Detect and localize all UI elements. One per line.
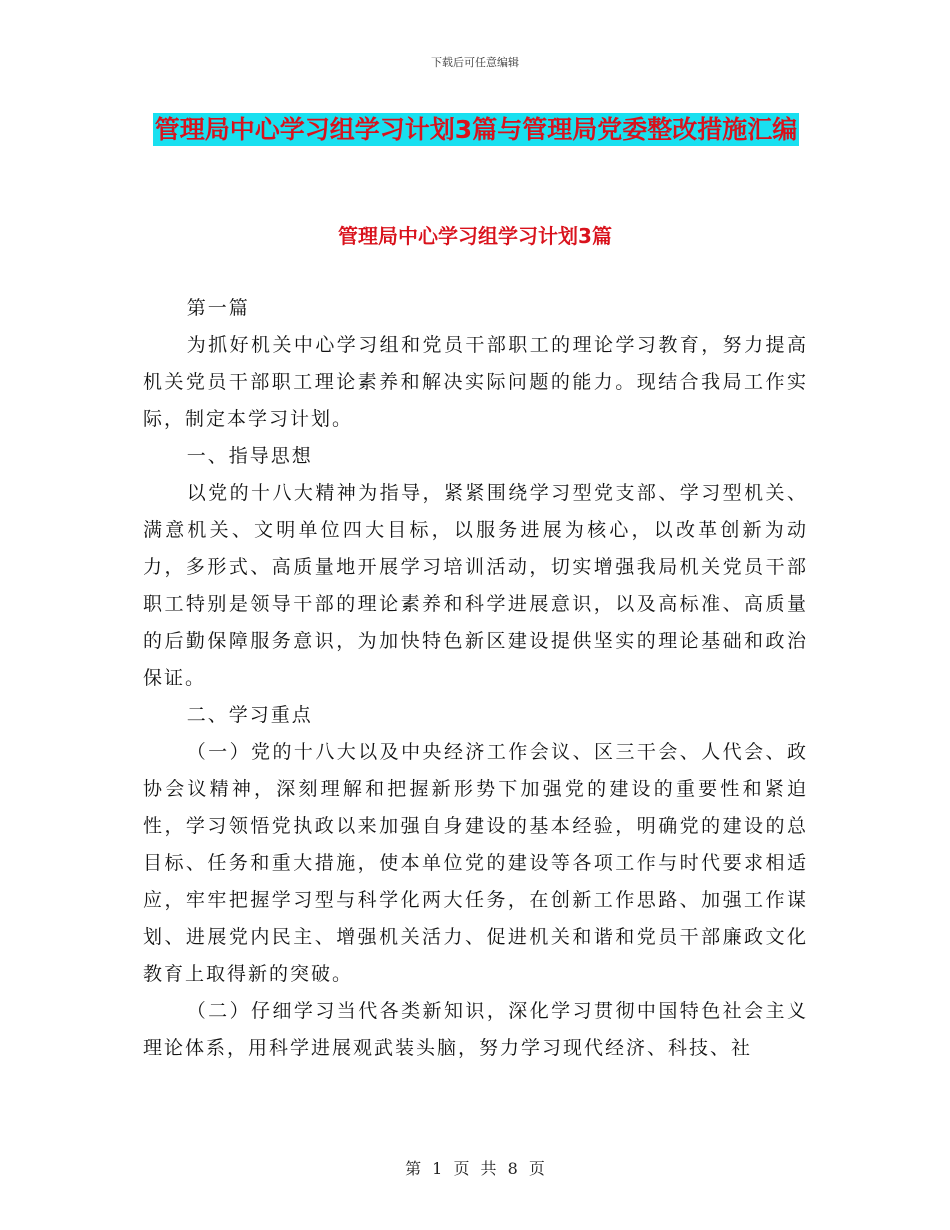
header-note: 下载后可任意编辑	[431, 56, 519, 69]
document-title	[140, 104, 812, 156]
paragraph: 第一篇	[186, 297, 250, 319]
body-text	[143, 290, 808, 1067]
section-title: 管理局中心学习组学习计划3篇	[338, 224, 612, 248]
paragraph: 以党的十八大精神为指导，紧紧围绕学习型党支部、学习型机关、满意机关、文明单位四大目标，以服务进展为核心，以改革创新为动力，多形式、高质量地开展学习培训活动，切实增强我局机关党员干部职工特别是领导干部的理论素养和科学进展意识，以及高标准、高质量的后勤保障服务意识，为加快特色新区建设提供坚实的理论基础和政治保证。	[143, 482, 808, 689]
paragraph: （二）仔细学习当代各类新知识，深化学习贯彻中国特色社会主义理论体系，用科学进展观武装头脑，努力学习现代经济、科技、社	[143, 1000, 808, 1059]
paragraph: （一）党的十八大以及中央经济工作会议、区三干会、人代会、政协会议精神，深刻理解和把握新形势下加强党的建设的重要性和紧迫性，学习领悟党执政以来加强自身建设的基本经验，明确党的建设的总目标、任务和重大措施，使本单位党的建设等各项工作与时代要求相适应，牢牢把握学习型与科学化两大任务，在创新工作思路、加强工作谋划、进展党内民主、增强机关活力、促进机关和谐和党员干部廉政文化教育上取得新的突破。	[143, 741, 808, 985]
document-title-text: 管理局中心学习组学习计划3篇与管理局党委整改措施汇编	[154, 115, 798, 144]
paragraph: 一、指导思想	[186, 445, 313, 467]
paragraph: 二、学习重点	[186, 704, 313, 726]
paragraph: 为抓好机关中心学习组和党员干部职工的理论学习教育，努力提高机关党员干部职工理论素养和解决实际问题的能力。现结合我局工作实际，制定本学习计划。	[143, 334, 808, 430]
page-footer: 第 1 页 共 8 页	[405, 1159, 545, 1178]
